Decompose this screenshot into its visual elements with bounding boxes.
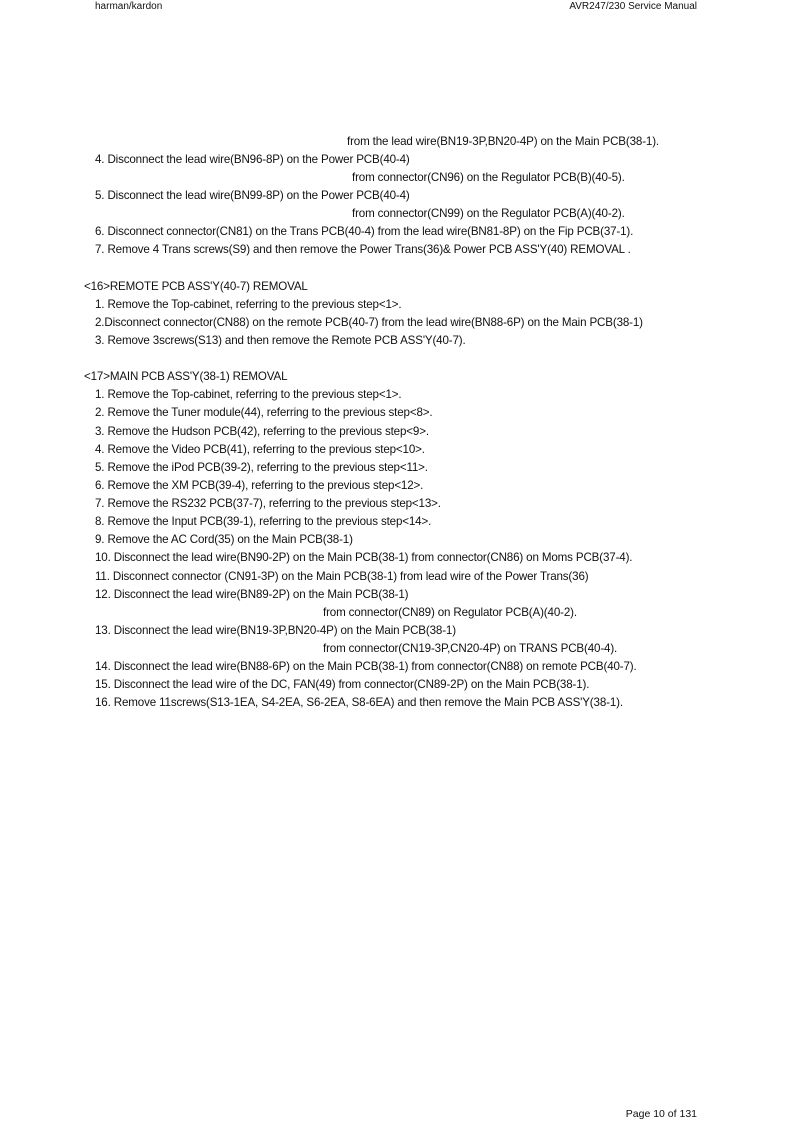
header-brand: harman/kardon bbox=[95, 1, 163, 12]
section-17-step-1: 1. Remove the Top-cabinet, referring to the previous step<1>. bbox=[95, 388, 402, 401]
section-16-step-2: 2.Disconnect connector(CN88) on the remote PCB(40-7) from the lead wire(BN88-6P) on the Main PCB(38-1) bbox=[95, 316, 643, 329]
page-number: Page 10 of 131 bbox=[625, 1108, 697, 1120]
section-17-step-6: 6. Remove the XM PCB(39-4), referring to the previous step<12>. bbox=[95, 479, 424, 492]
section-17-step-15: 15. Disconnect the lead wire of the DC, FAN(49) from connector(CN89-2P) on the Main PCB(38-1). bbox=[95, 678, 590, 691]
section-17-step-13: 13. Disconnect the lead wire(BN19-3P,BN20-4P) on the Main PCB(38-1) bbox=[95, 624, 456, 637]
section-17-step-14: 14. Disconnect the lead wire(BN88-6P) on the Main PCB(38-1) from connector(CN88) on remote PCB(40-7). bbox=[95, 660, 637, 673]
section-17-step-4: 4. Remove the Video PCB(41), referring to the previous step<10>. bbox=[95, 443, 425, 456]
step-4-continuation: from connector(CN96) on the Regulator PCB(B)(40-5). bbox=[352, 171, 625, 184]
step-6: 6. Disconnect connector(CN81) on the Trans PCB(40-4) from the lead wire(BN81-8P) on the Fip PCB(37-1). bbox=[95, 225, 634, 238]
continuation-line: from the lead wire(BN19-3P,BN20-4P) on the Main PCB(38-1). bbox=[347, 135, 659, 148]
section-17-step-2: 2. Remove the Tuner module(44), referring to the previous step<8>. bbox=[95, 406, 433, 419]
section-17-step-9: 9. Remove the AC Cord(35) on the Main PCB(38-1) bbox=[95, 533, 353, 546]
section-16-step-1: 1. Remove the Top-cabinet, referring to the previous step<1>. bbox=[95, 298, 402, 311]
step-5: 5. Disconnect the lead wire(BN99-8P) on the Power PCB(40-4) bbox=[95, 189, 410, 202]
section-17-step-10: 10. Disconnect the lead wire(BN90-2P) on the Main PCB(38-1) from connector(CN86) on Moms PCB(37-4). bbox=[95, 551, 633, 564]
section-17-step-3: 3. Remove the Hudson PCB(42), referring to the previous step<9>. bbox=[95, 425, 429, 438]
section-17-step-16: 16. Remove 11screws(S13-1EA, S4-2EA, S6-2EA, S8-6EA) and then remove the Main PCB ASS'Y(38-1). bbox=[95, 696, 623, 709]
section-17-step-7: 7. Remove the RS232 PCB(37-7), referring to the previous step<13>. bbox=[95, 497, 441, 510]
step-7: 7. Remove 4 Trans screws(S9) and then remove the Power Trans(36)& Power PCB ASS'Y(40) REMOVAL . bbox=[95, 243, 631, 256]
section-16-step-3: 3. Remove 3screws(S13) and then remove the Remote PCB ASS'Y(40-7). bbox=[95, 334, 466, 347]
section-17-step-12: 12. Disconnect the lead wire(BN89-2P) on the Main PCB(38-1) bbox=[95, 588, 409, 601]
section-17-step-11: 11. Disconnect connector (CN91-3P) on the Main PCB(38-1) from lead wire of the Power Trans(36) bbox=[95, 570, 589, 583]
section-17-step-5: 5. Remove the iPod PCB(39-2), referring to the previous step<11>. bbox=[95, 461, 428, 474]
section-17-step-8: 8. Remove the Input PCB(39-1), referring to the previous step<14>. bbox=[95, 515, 432, 528]
step-4: 4. Disconnect the lead wire(BN96-8P) on the Power PCB(40-4) bbox=[95, 153, 410, 166]
section-17-step-12-continuation: from connector(CN89) on Regulator PCB(A)(40-2). bbox=[323, 606, 577, 619]
header-manual-title: AVR247/230 Service Manual bbox=[569, 1, 697, 12]
step-5-continuation: from connector(CN99) on the Regulator PCB(A)(40-2). bbox=[352, 207, 625, 220]
section-17-title: <17>MAIN PCB ASS'Y(38-1) REMOVAL bbox=[84, 370, 288, 383]
section-16-title: <16>REMOTE PCB ASS'Y(40-7) REMOVAL bbox=[84, 280, 308, 293]
section-17-step-13-continuation: from connector(CN19-3P,CN20-4P) on TRANS PCB(40-4). bbox=[323, 642, 618, 655]
